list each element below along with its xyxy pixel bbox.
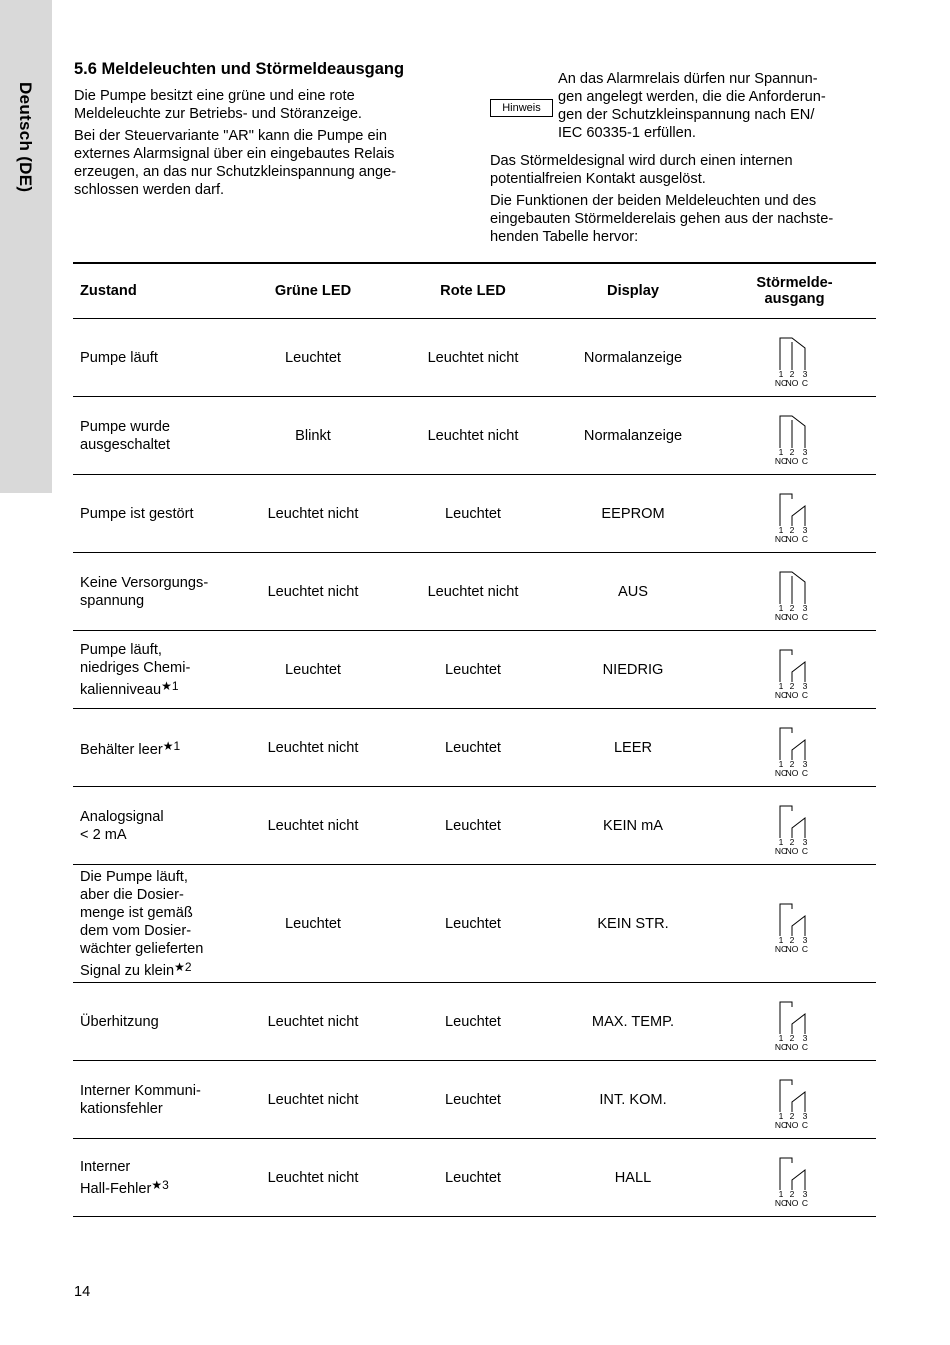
svg-text:1: 1	[778, 758, 783, 769]
footnote-star-icon: ★	[162, 738, 174, 753]
cell-green-led: Leuchtet nicht	[233, 787, 393, 865]
svg-text:NO: NO	[785, 1119, 798, 1128]
svg-text:NC: NC	[774, 1197, 787, 1206]
cell-zustand	[73, 787, 233, 865]
svg-text:C: C	[801, 455, 808, 464]
table-row	[73, 631, 876, 709]
svg-text:1: 1	[778, 524, 783, 535]
svg-text:2: 2	[789, 1188, 794, 1199]
svg-text:3: 3	[802, 368, 807, 379]
cell-green-led: Blinkt	[233, 397, 393, 475]
cell-fault-output	[713, 709, 876, 787]
svg-text:NC: NC	[774, 1041, 787, 1050]
relay-contact-icon	[772, 1072, 818, 1128]
cell-display: KEIN mA	[553, 787, 713, 865]
status-table-body	[73, 319, 876, 1217]
cell-red-led: Leuchtet	[393, 709, 553, 787]
cell-fault-output	[713, 983, 876, 1061]
cell-green-led: Leuchtet	[233, 631, 393, 709]
table-row	[73, 475, 876, 553]
svg-text:NO: NO	[785, 455, 798, 464]
cell-display: HALL	[553, 1139, 713, 1217]
cell-zustand	[73, 983, 233, 1061]
svg-text:NC: NC	[774, 455, 787, 464]
language-tab-label: Deutsch (DE)	[16, 82, 35, 193]
status-table	[73, 262, 876, 1217]
intro-paragraph: Die Pumpe besitzt eine grüne und eine rote Meldeleuchte zur Betriebs- und Störanzeige.	[74, 88, 362, 122]
zustand-text: Keine Versorgungs- spannung	[80, 574, 209, 609]
svg-text:3: 3	[802, 680, 807, 691]
svg-text:NO: NO	[785, 1197, 798, 1206]
cell-display: AUS	[553, 553, 713, 631]
svg-text:3: 3	[802, 1110, 807, 1121]
cell-zustand	[73, 319, 233, 397]
cell-display: LEER	[553, 709, 713, 787]
svg-text:C: C	[801, 689, 808, 698]
cell-red-led: Leuchtet	[393, 787, 553, 865]
section-heading: 5.6 Meldeleuchten und Störmeldeausgang	[74, 60, 405, 78]
svg-text:NC: NC	[774, 1119, 787, 1128]
svg-text:C: C	[801, 1119, 808, 1128]
relay-contact-icon	[772, 994, 818, 1050]
cell-display: MAX. TEMP.	[553, 983, 713, 1061]
zustand-text: Analogsignal < 2 mA	[80, 808, 164, 843]
svg-text:3: 3	[802, 602, 807, 613]
cell-fault-output	[713, 553, 876, 631]
table-row	[73, 1139, 876, 1217]
svg-text:1: 1	[778, 368, 783, 379]
relay-contact-icon	[772, 720, 818, 776]
zustand-text: Behälter leer	[80, 741, 163, 758]
svg-text:C: C	[801, 943, 808, 952]
zustand-text: Pumpe läuft, niedriges Chemi- kalienniveau	[80, 641, 191, 698]
cell-fault-output	[713, 319, 876, 397]
cell-red-led: Leuchtet nicht	[393, 553, 553, 631]
zustand-text: Die Pumpe läuft, aber die Dosier- menge ist gemäß dem vom Dosier- wächter gelieferten Signal zu klein	[80, 868, 204, 979]
svg-text:3: 3	[802, 524, 807, 535]
cell-display: INT. KOM.	[553, 1061, 713, 1139]
cell-green-led: Leuchtet nicht	[233, 709, 393, 787]
svg-text:NC: NC	[774, 767, 787, 776]
footnote-number: 3	[162, 1177, 169, 1192]
svg-text:C: C	[801, 1041, 808, 1050]
svg-text:C: C	[801, 533, 808, 542]
svg-text:NO: NO	[785, 767, 798, 776]
page-number: 14	[74, 1284, 91, 1300]
table-row	[73, 1061, 876, 1139]
svg-text:NO: NO	[785, 689, 798, 698]
table-row	[73, 983, 876, 1061]
cell-red-led: Leuchtet	[393, 631, 553, 709]
svg-text:NO: NO	[785, 533, 798, 542]
cell-red-led: Leuchtet nicht	[393, 319, 553, 397]
cell-fault-output	[713, 475, 876, 553]
svg-text:1: 1	[778, 934, 783, 945]
cell-display: NIEDRIG	[553, 631, 713, 709]
svg-text:1: 1	[778, 680, 783, 691]
signal-paragraph: Das Störmeldesignal wird durch einen internen potentialfreien Kontakt ausgelöst.	[490, 153, 793, 187]
table-row	[73, 865, 876, 983]
relay-contact-icon	[772, 408, 818, 464]
svg-text:NO: NO	[785, 1041, 798, 1050]
zustand-text: Pumpe ist gestört	[80, 505, 194, 522]
svg-text:NC: NC	[774, 533, 787, 542]
svg-text:3: 3	[802, 934, 807, 945]
footnote-number: 2	[184, 959, 192, 974]
cell-display: Normalanzeige	[553, 319, 713, 397]
svg-text:2: 2	[789, 836, 794, 847]
relay-contact-icon	[772, 896, 818, 952]
header-green-led: Grüne LED	[233, 263, 393, 319]
cell-red-led: Leuchtet	[393, 983, 553, 1061]
cell-zustand	[73, 475, 233, 553]
relay-contact-icon	[772, 486, 818, 542]
zustand-text: Interner Kommuni- kationsfehler	[80, 1082, 201, 1117]
cell-red-led: Leuchtet	[393, 1061, 553, 1139]
svg-text:C: C	[801, 1197, 808, 1206]
footnote-number: 1	[171, 678, 179, 693]
footnote-star-icon: ★	[151, 1177, 163, 1192]
header-display: Display	[553, 263, 713, 319]
footnote-number: 1	[173, 738, 181, 753]
cell-red-led: Leuchtet	[393, 865, 553, 983]
note-label-box: Hinweis	[490, 99, 553, 117]
cell-zustand	[73, 631, 233, 709]
svg-text:1: 1	[778, 446, 783, 457]
cell-zustand	[73, 1061, 233, 1139]
svg-text:1: 1	[778, 1188, 783, 1199]
svg-text:NC: NC	[774, 943, 787, 952]
cell-red-led: Leuchtet	[393, 475, 553, 553]
zustand-text: Pumpe wurde ausgeschaltet	[80, 418, 171, 453]
svg-text:2: 2	[789, 934, 794, 945]
svg-text:1: 1	[778, 602, 783, 613]
svg-text:1: 1	[778, 1110, 783, 1121]
cell-green-led: Leuchtet nicht	[233, 1061, 393, 1139]
svg-text:2: 2	[789, 446, 794, 457]
svg-text:3: 3	[802, 758, 807, 769]
cell-fault-output	[713, 631, 876, 709]
svg-text:1: 1	[778, 1032, 783, 1043]
table-row	[73, 709, 876, 787]
cell-red-led: Leuchtet nicht	[393, 397, 553, 475]
cell-fault-output	[713, 1139, 876, 1217]
relay-contact-icon	[772, 798, 818, 854]
svg-text:NO: NO	[785, 845, 798, 854]
relay-contact-icon	[772, 1150, 818, 1206]
cell-zustand	[73, 553, 233, 631]
svg-text:NC: NC	[774, 689, 787, 698]
svg-text:C: C	[801, 845, 808, 854]
svg-text:2: 2	[789, 524, 794, 535]
cell-display: KEIN STR.	[553, 865, 713, 983]
svg-text:C: C	[801, 377, 808, 386]
cell-zustand	[73, 865, 233, 983]
cell-fault-output	[713, 1061, 876, 1139]
cell-zustand	[73, 397, 233, 475]
header-zustand: Zustand	[73, 263, 233, 319]
cell-zustand	[73, 709, 233, 787]
svg-text:2: 2	[789, 1032, 794, 1043]
table-intro-paragraph: Die Funktionen der beiden Meldeleuchten und des eingebauten Störmelderelais gehen aus der nachste- henden Tabelle hervor:	[490, 193, 834, 245]
cell-fault-output	[713, 865, 876, 983]
zustand-text: Überhitzung	[80, 1013, 159, 1030]
cell-green-led: Leuchtet	[233, 865, 393, 983]
cell-display: EEPROM	[553, 475, 713, 553]
table-row	[73, 787, 876, 865]
cell-zustand	[73, 1139, 233, 1217]
svg-text:2: 2	[789, 368, 794, 379]
svg-text:2: 2	[789, 680, 794, 691]
zustand-text: Interner Hall-Fehler	[80, 1158, 152, 1197]
cell-fault-output	[713, 397, 876, 475]
svg-text:C: C	[801, 767, 808, 776]
table-header-row	[73, 263, 876, 319]
cell-green-led: Leuchtet nicht	[233, 553, 393, 631]
footnote-star-icon: ★	[161, 678, 172, 693]
svg-text:2: 2	[789, 758, 794, 769]
svg-text:NC: NC	[774, 845, 787, 854]
svg-text:3: 3	[802, 446, 807, 457]
cell-green-led: Leuchtet nicht	[233, 983, 393, 1061]
footnote-star-icon: ★	[174, 959, 185, 974]
svg-text:3: 3	[802, 1032, 807, 1043]
cell-red-led: Leuchtet	[393, 1139, 553, 1217]
cell-display: Normalanzeige	[553, 397, 713, 475]
svg-text:3: 3	[802, 836, 807, 847]
svg-text:2: 2	[789, 1110, 794, 1121]
svg-text:1: 1	[778, 836, 783, 847]
header-red-led: Rote LED	[393, 263, 553, 319]
svg-text:3: 3	[802, 1188, 807, 1199]
svg-text:C: C	[801, 611, 808, 620]
zustand-text: Pumpe läuft	[80, 349, 158, 366]
header-fault-output: Störmelde- ausgang	[713, 263, 876, 319]
alarm-relay-paragraph: Bei der Steuervariante "AR" kann die Pumpe ein externes Alarmsignal über ein eingebautes Relais erzeugen, an das nur Schutzkleinspannung ange- schlossen werden darf.	[74, 128, 397, 198]
note-text: An das Alarmrelais dürfen nur Spannun- gen angelegt werden, die die Anforderun- gen der Schutzkleinspannung nach EN/ IEC 60335-1 erfüllen.	[558, 71, 826, 141]
table-row	[73, 319, 876, 397]
cell-green-led: Leuchtet nicht	[233, 1139, 393, 1217]
svg-text:NC: NC	[774, 377, 787, 386]
table-row	[73, 397, 876, 475]
language-side-tab	[0, 0, 52, 493]
svg-text:NO: NO	[785, 377, 798, 386]
relay-contact-icon	[772, 330, 818, 386]
relay-contact-icon	[772, 642, 818, 698]
svg-text:NO: NO	[785, 611, 798, 620]
svg-text:NC: NC	[774, 611, 787, 620]
relay-contact-icon	[772, 564, 818, 620]
cell-green-led: Leuchtet nicht	[233, 475, 393, 553]
svg-text:2: 2	[789, 602, 794, 613]
cell-fault-output	[713, 787, 876, 865]
svg-text:NO: NO	[785, 943, 798, 952]
cell-green-led: Leuchtet	[233, 319, 393, 397]
table-row	[73, 553, 876, 631]
